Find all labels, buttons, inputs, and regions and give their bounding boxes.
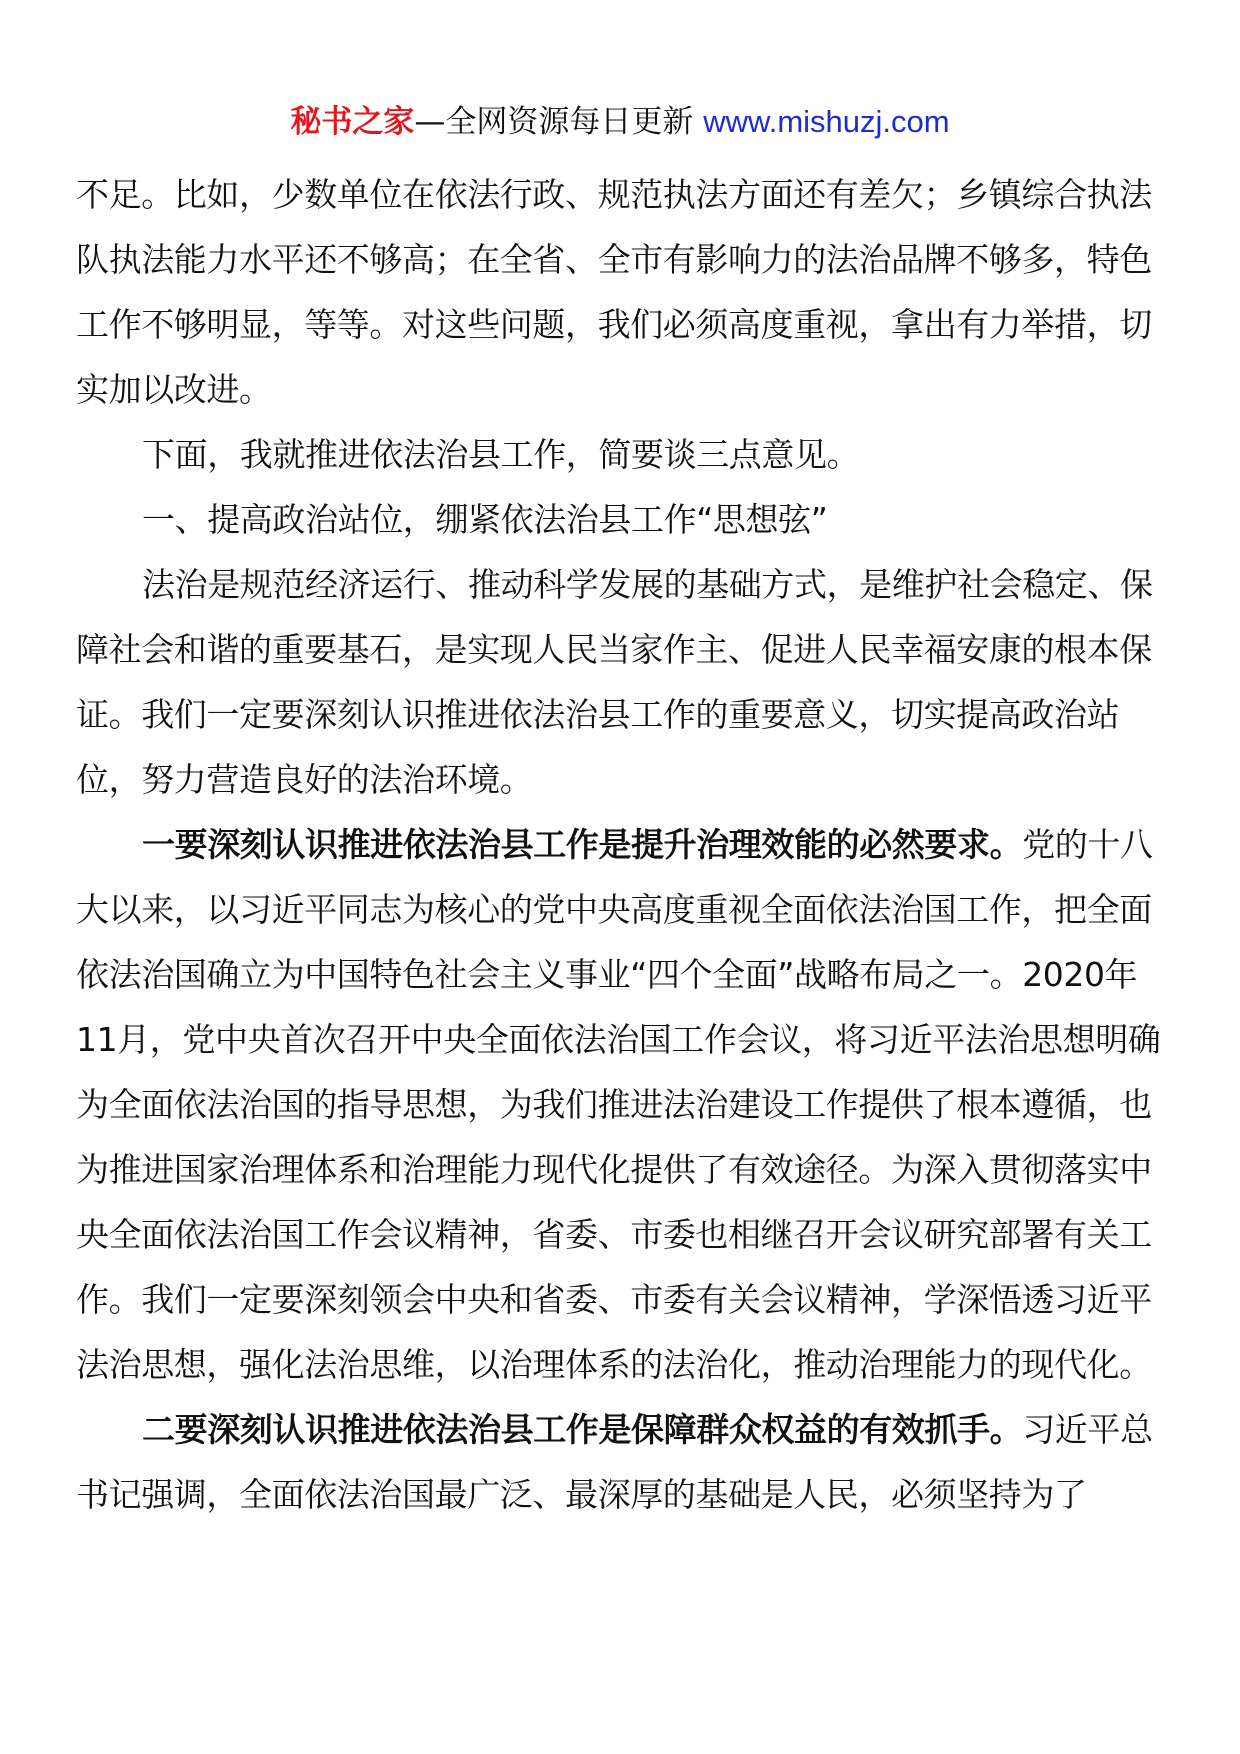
section-heading — [76, 487, 1168, 552]
paragraph-5 — [76, 1397, 1168, 1527]
paragraph-text: 党的十八大以来，以习近平同志为核心的党中央高度重视全面依法治国工作，把全面依法治国确立为中国特色社会主义事业“四个全面”战略布局之一。2020年11月，党中央首次召开中央全面依法治国工作会议，将习近平法治思想明确为全面依法治国的指导思想，为我们推进法治建设工作提供了根本遵循，也为推进国家治理体系和治理能力现代化提供了有效途径。为深入贯彻落实中央全面依法治国工作会议精神，省委、市委也相继召开会议研究部署有关工作。我们一定要深刻领会中央和省委、市委有关会议精神，学深悟透习近平法治思想，强化法治思维，以治理体系的法治化，推动治理能力的现代化。 — [76, 825, 1161, 1384]
paragraph-lead: 二要深刻认识推进依法治县工作是保障群众权益的有效抓手。 — [142, 1410, 1023, 1449]
page-header — [0, 100, 1240, 144]
header-tagline: —全网资源每日更新 — [414, 104, 704, 140]
heading-text: 一、提高政治站位，绷紧依法治县工作“思想弦” — [142, 500, 828, 539]
brand-name: 秘书之家 — [290, 104, 415, 140]
paragraph-4 — [76, 812, 1168, 1397]
document-body — [76, 162, 1168, 1527]
paragraph-text: 不足。比如，少数单位在依法行政、规范执法方面还有差欠；乡镇综合执法队执法能力水平还不够高；在全省、全市有影响力的法治品牌不够多，特色工作不够明显，等等。对这些问题，我们必须高度重视，拿出有力举措，切实加以改进。 — [76, 175, 1152, 409]
paragraph-text: 习近平总书记强调，全面依法治国最广泛、最深厚的基础是人民，必须坚持为了 — [76, 1410, 1153, 1514]
paragraph-text: 下面，我就推进依法治县工作，简要谈三点意见。 — [142, 435, 860, 474]
paragraph-2 — [76, 422, 1168, 487]
paragraph-3 — [76, 552, 1168, 812]
paragraph-lead: 一要深刻认识推进依法治县工作是提升治理效能的必然要求。 — [142, 825, 1023, 864]
paragraph-text: 法治是规范经济运行、推动科学发展的基础方式，是维护社会稳定、保障社会和谐的重要基石，是实现人民当家作主、促进人民幸福安康的根本保证。我们一定要深刻认识推进依法治县工作的重要意义，切实提高政治站位，努力营造良好的法治环境。 — [76, 565, 1153, 799]
website-link[interactable]: www.mishuzj.com — [703, 104, 950, 139]
paragraph-1 — [76, 162, 1168, 422]
